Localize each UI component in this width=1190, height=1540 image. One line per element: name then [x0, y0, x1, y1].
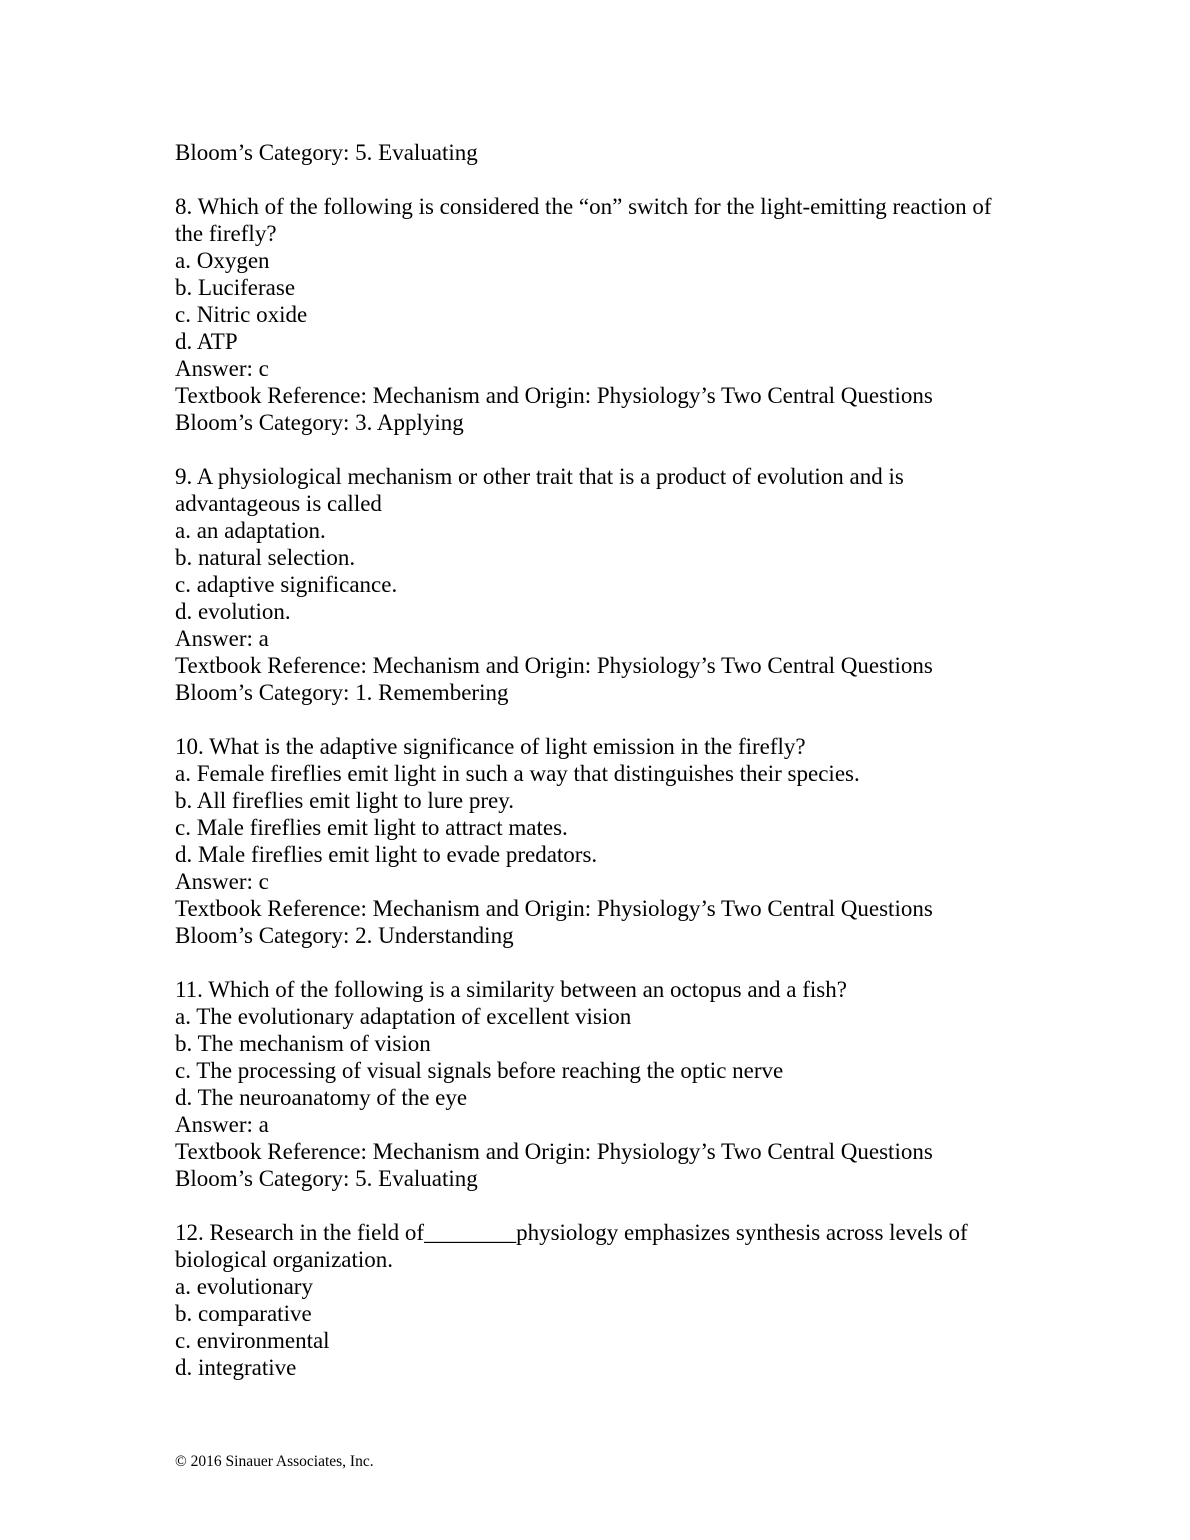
blooms-category: Bloom’s Category: 5. Evaluating [175, 140, 478, 165]
document-body [175, 139, 1011, 1381]
answer-option-c: c. adaptive significance. [175, 572, 398, 597]
answer-option-d: d. evolution. [175, 599, 291, 624]
answer-line: Answer: a [175, 626, 269, 651]
answer-line: Answer: c [175, 356, 269, 381]
answer-option-a: a. The evolutionary adaptation of excellent vision [175, 1004, 632, 1029]
answer-option-a: a. Female fireflies emit light in such a way that distinguishes their species. [175, 761, 860, 786]
answer-option-c: c. Male fireflies emit light to attract mates. [175, 815, 568, 840]
textbook-reference: Textbook Reference: Mechanism and Origin: Physiology’s Two Central Questions [175, 1139, 933, 1164]
answer-option-b: b. All fireflies emit light to lure prey. [175, 788, 514, 813]
footer-copyright: © 2016 Sinauer Associates, Inc. [175, 1453, 374, 1470]
question-block-9 [175, 463, 1011, 706]
answer-option-c: c. Nitric oxide [175, 302, 308, 327]
blooms-category: Bloom’s Category: 3. Applying [175, 410, 464, 435]
question-text: 11. Which of the following is a similarity between an octopus and a fish? [175, 977, 847, 1002]
blooms-category: Bloom’s Category: 5. Evaluating [175, 1166, 478, 1191]
textbook-reference: Textbook Reference: Mechanism and Origin: Physiology’s Two Central Questions [175, 653, 933, 678]
answer-option-d: d. The neuroanatomy of the eye [175, 1085, 468, 1110]
answer-option-b: b. natural selection. [175, 545, 356, 570]
blooms-category: Bloom’s Category: 1. Remembering [175, 680, 509, 705]
answer-option-d: d. integrative [175, 1355, 297, 1380]
answer-option-a: a. an adaptation. [175, 518, 326, 543]
question-text: 12. Research in the field of________physiology emphasizes synthesis across levels of biological organization. [175, 1220, 968, 1272]
answer-option-b: b. The mechanism of vision [175, 1031, 431, 1056]
answer-option-d: d. ATP [175, 329, 238, 354]
question-text: 10. What is the adaptive significance of light emission in the firefly? [175, 734, 806, 759]
blooms-category: Bloom’s Category: 2. Understanding [175, 923, 514, 948]
answer-option-c: c. environmental [175, 1328, 330, 1353]
answer-option-a: a. evolutionary [175, 1274, 313, 1299]
answer-option-a: a. Oxygen [175, 248, 270, 273]
textbook-reference: Textbook Reference: Mechanism and Origin: Physiology’s Two Central Questions [175, 383, 933, 408]
question-text: 8. Which of the following is considered the “on” switch for the light-emitting reaction of the firefly? [175, 194, 992, 246]
question-text: 9. A physiological mechanism or other trait that is a product of evolution and is advantageous is called [175, 464, 904, 516]
answer-option-b: b. comparative [175, 1301, 312, 1326]
question-block-8 [175, 193, 1011, 436]
answer-option-b: b. Luciferase [175, 275, 296, 300]
question-block-10 [175, 733, 1011, 949]
question-block-11 [175, 976, 1011, 1192]
textbook-reference: Textbook Reference: Mechanism and Origin: Physiology’s Two Central Questions [175, 896, 933, 921]
question-block-12 [175, 1219, 1011, 1381]
answer-option-d: d. Male fireflies emit light to evade predators. [175, 842, 598, 867]
answer-line: Answer: a [175, 1112, 269, 1137]
answer-option-c: c. The processing of visual signals before reaching the optic nerve [175, 1058, 784, 1083]
answer-line: Answer: c [175, 869, 269, 894]
